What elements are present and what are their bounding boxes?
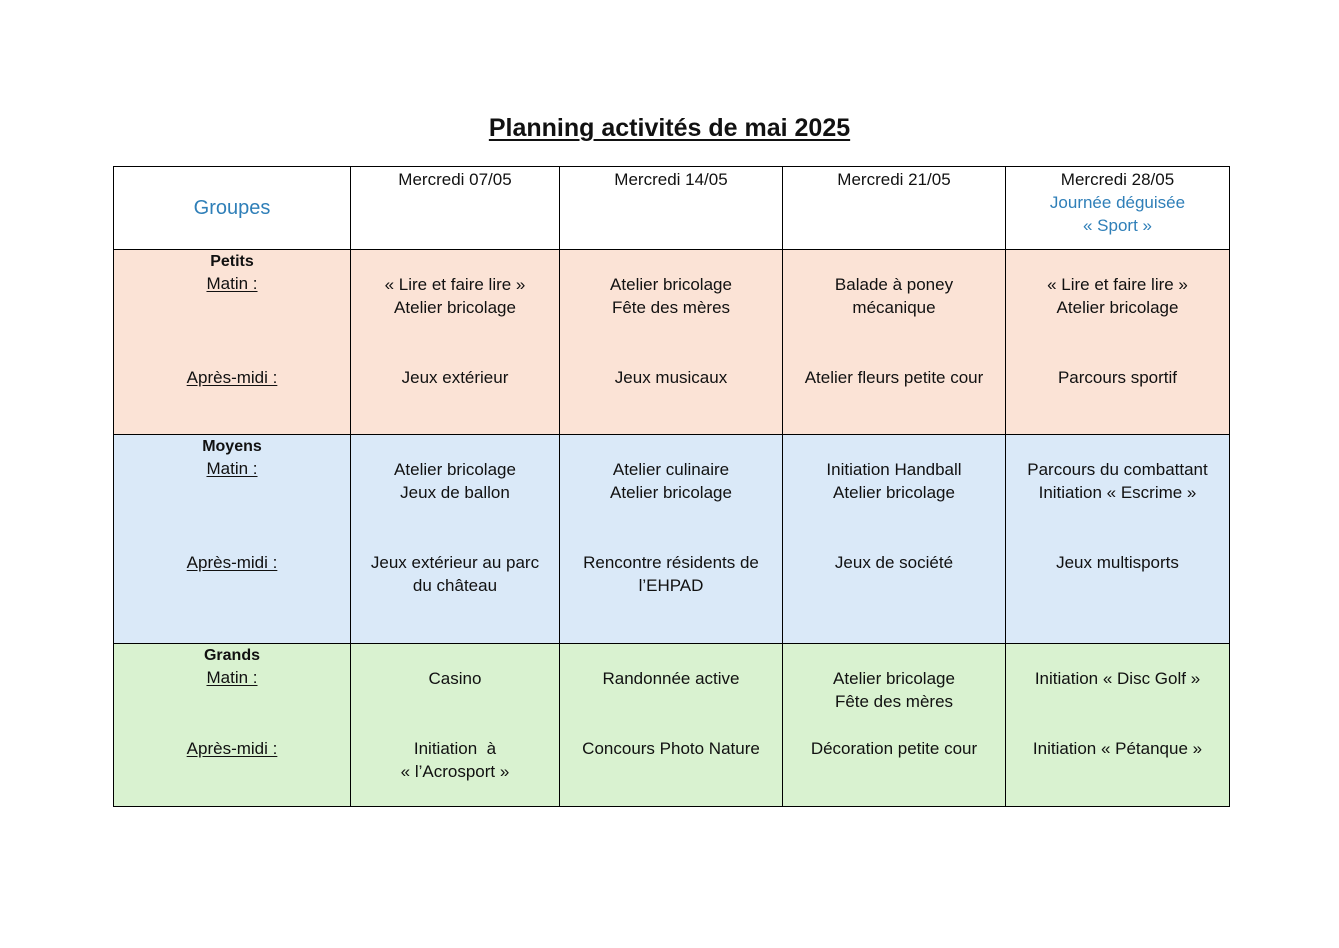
activity-cell xyxy=(351,644,560,807)
activity-line: l’EHPAD xyxy=(638,576,704,595)
morning-activities xyxy=(1006,667,1229,690)
afternoon-label: Après-midi : xyxy=(186,739,278,758)
activity-line: Initiation « Disc Golf » xyxy=(1034,669,1201,688)
afternoon-activities xyxy=(351,366,559,389)
activity-line: Atelier bricolage xyxy=(1056,298,1179,317)
morning-activities xyxy=(351,458,559,504)
morning-activities xyxy=(1006,273,1229,319)
day-header-2 xyxy=(560,167,783,250)
activity-cell xyxy=(1006,644,1230,807)
activity-line: Jeux musicaux xyxy=(614,368,728,387)
activity-line: Atelier bricolage xyxy=(833,669,955,688)
activity-line: du château xyxy=(412,576,498,595)
day-header-3 xyxy=(783,167,1006,250)
activity-line: Concours Photo Nature xyxy=(582,739,760,758)
activity-line: Atelier bricolage xyxy=(610,275,732,294)
activity-line: Atelier fleurs petite cour xyxy=(804,368,984,387)
activity-line: Atelier bricolage xyxy=(394,460,516,479)
morning-label: Matin : xyxy=(206,459,258,478)
activity-cell xyxy=(560,644,783,807)
group-row-moyens xyxy=(114,435,1230,644)
activity-line: Jeux extérieur au parc xyxy=(370,553,540,572)
planning-table xyxy=(113,166,1230,807)
day-theme-line: Journée déguisée xyxy=(1049,193,1186,212)
groups-header-label: Groupes xyxy=(193,196,271,219)
activity-line: Balade à poney xyxy=(834,275,954,294)
morning-activities xyxy=(351,667,559,690)
activity-line: Casino xyxy=(428,669,482,688)
afternoon-activities xyxy=(560,737,782,760)
activity-line: Initiation à xyxy=(413,739,497,758)
afternoon-activities xyxy=(1006,366,1229,389)
afternoon-activities xyxy=(1006,737,1229,760)
page-title-text: Planning activités de mai 2025 xyxy=(488,114,851,142)
activity-line: Décoration petite cour xyxy=(810,739,978,758)
activity-line: Fête des mères xyxy=(834,692,954,711)
day-header-1 xyxy=(351,167,560,250)
activity-line: Randonnée active xyxy=(602,669,740,688)
activity-cell xyxy=(783,250,1006,435)
afternoon-activities xyxy=(351,551,559,597)
activity-line: Atelier bricolage xyxy=(394,298,516,317)
activity-line: Atelier culinaire xyxy=(612,460,730,479)
activity-cell xyxy=(560,435,783,644)
page-title xyxy=(0,114,1339,143)
activity-cell xyxy=(351,435,560,644)
group-label-cell xyxy=(114,435,351,644)
groups-header-cell xyxy=(114,167,351,250)
afternoon-activities xyxy=(560,366,782,389)
activity-line: Atelier bricolage xyxy=(610,483,732,502)
morning-activities xyxy=(560,273,782,319)
group-row-petits xyxy=(114,250,1230,435)
activity-cell xyxy=(1006,250,1230,435)
afternoon-activities xyxy=(351,737,559,783)
morning-activities xyxy=(783,273,1005,319)
group-name: Petits xyxy=(210,253,254,270)
group-label-cell xyxy=(114,250,351,435)
activity-cell xyxy=(783,644,1006,807)
day-theme-line: « Sport » xyxy=(1083,216,1152,235)
activity-line: Parcours du combattant xyxy=(1027,460,1208,479)
activity-line: Initiation « Escrime » xyxy=(1038,483,1197,502)
activity-line: Fête des mères xyxy=(611,298,731,317)
activity-line: Parcours sportif xyxy=(1057,368,1178,387)
morning-label: Matin : xyxy=(206,668,258,687)
activity-line: Initiation « Pétanque » xyxy=(1032,739,1203,758)
morning-activities xyxy=(560,458,782,504)
morning-activities xyxy=(560,667,782,690)
activity-line: Atelier bricolage xyxy=(833,483,955,502)
activity-cell xyxy=(783,435,1006,644)
day-date: Mercredi 28/05 xyxy=(1060,170,1175,189)
activity-line: Jeux extérieur xyxy=(401,368,509,387)
activity-line: Jeux multisports xyxy=(1056,553,1179,572)
activity-line: « Lire et faire lire » xyxy=(384,275,526,294)
afternoon-activities xyxy=(560,551,782,597)
morning-activities xyxy=(783,458,1005,504)
morning-activities xyxy=(1006,458,1229,504)
morning-activities xyxy=(351,273,559,319)
header-row xyxy=(114,167,1230,250)
afternoon-activities xyxy=(783,737,1005,760)
activity-line: « l’Acrosport » xyxy=(400,762,510,781)
activity-cell xyxy=(351,250,560,435)
day-date: Mercredi 21/05 xyxy=(837,170,951,189)
activity-cell xyxy=(1006,435,1230,644)
day-date: Mercredi 07/05 xyxy=(398,170,512,189)
group-name: Grands xyxy=(203,647,260,664)
activity-line: « Lire et faire lire » xyxy=(1047,275,1188,294)
activity-line: Jeux de ballon xyxy=(400,483,510,502)
afternoon-activities xyxy=(1006,551,1229,574)
morning-label: Matin : xyxy=(206,274,258,293)
activity-cell xyxy=(560,250,783,435)
day-header-4 xyxy=(1006,167,1230,250)
activity-line: Jeux de société xyxy=(834,553,954,572)
afternoon-label: Après-midi : xyxy=(186,368,278,387)
activity-line: Initiation Handball xyxy=(826,460,962,479)
group-row-grands xyxy=(114,644,1230,807)
afternoon-activities xyxy=(783,366,1005,389)
afternoon-activities xyxy=(783,551,1005,574)
group-label-cell xyxy=(114,644,351,807)
day-date: Mercredi 14/05 xyxy=(614,170,728,189)
activity-line: mécanique xyxy=(852,298,936,317)
morning-activities xyxy=(783,667,1005,713)
afternoon-label: Après-midi : xyxy=(186,553,278,572)
group-name: Moyens xyxy=(202,438,262,455)
activity-line: Rencontre résidents de xyxy=(583,553,759,572)
